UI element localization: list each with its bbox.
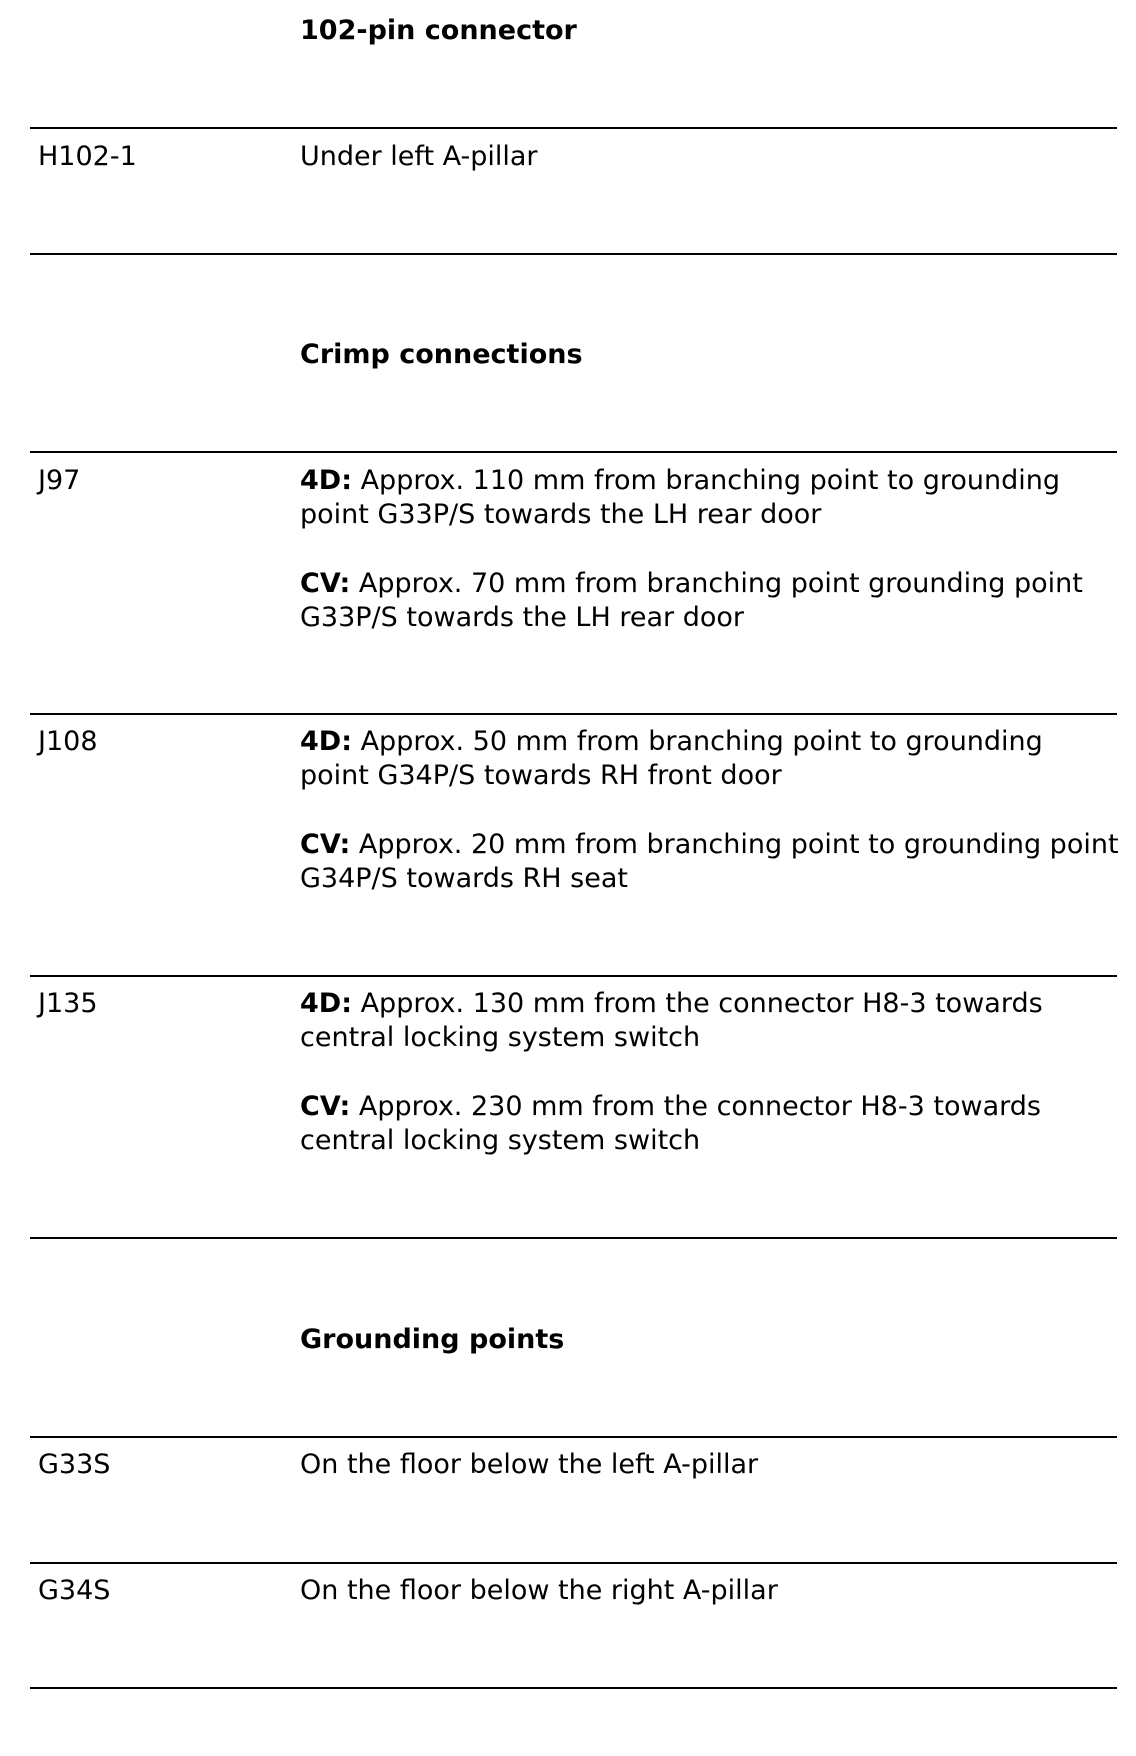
section-heading-crimp-connections: Crimp connections [300, 339, 583, 370]
description-paragraph [300, 140, 1120, 174]
description-paragraph [300, 1090, 1120, 1158]
row-description [300, 725, 1120, 896]
variant-prefix: CV: [300, 568, 351, 599]
description-paragraph [300, 828, 1120, 896]
description-paragraph [300, 464, 1120, 532]
table-rule [30, 1436, 1117, 1438]
description-paragraph [300, 1574, 1120, 1608]
table-rule [30, 451, 1117, 453]
variant-prefix: 4D: [300, 726, 352, 757]
row-description [300, 987, 1120, 1158]
row-code: J135 [38, 988, 98, 1019]
row-description [300, 140, 1120, 174]
description-paragraph [300, 567, 1120, 635]
row-code: J97 [38, 465, 81, 496]
section-heading-grounding-points: Grounding points [300, 1324, 565, 1355]
description-paragraph [300, 725, 1120, 793]
table-rule [30, 713, 1117, 715]
description-text: Approx. 130 mm from the connector H8-3 towards central locking system switch [300, 988, 1043, 1053]
description-text: On the floor below the left A-pillar [300, 1449, 759, 1480]
row-code: H102-1 [38, 141, 137, 172]
section-heading-102-pin-connector: 102-pin connector [300, 15, 577, 46]
variant-prefix: 4D: [300, 988, 352, 1019]
table-rule [30, 975, 1117, 977]
table-rule [30, 1687, 1117, 1689]
description-paragraph [300, 987, 1120, 1055]
description-text: Approx. 70 mm from branching point grounding point G33P/S towards the LH rear door [300, 568, 1083, 633]
description-text: Under left A-pillar [300, 141, 538, 172]
description-paragraph [300, 1448, 1120, 1482]
table-rule [30, 127, 1117, 129]
row-description [300, 1574, 1120, 1608]
variant-prefix: CV: [300, 829, 351, 860]
row-description [300, 1448, 1120, 1482]
variant-prefix: CV: [300, 1091, 351, 1122]
row-code: J108 [38, 726, 98, 757]
description-text: Approx. 50 mm from branching point to grounding point G34P/S towards RH front door [300, 726, 1043, 791]
row-code: G34S [38, 1575, 111, 1606]
description-text: Approx. 110 mm from branching point to grounding point G33P/S towards the LH rear door [300, 465, 1060, 530]
table-rule [30, 1562, 1117, 1564]
table-rule [30, 1237, 1117, 1239]
table-rule [30, 253, 1117, 255]
description-text: On the floor below the right A-pillar [300, 1575, 778, 1606]
description-text: Approx. 20 mm from branching point to grounding point G34P/S towards RH seat [300, 829, 1119, 894]
variant-prefix: 4D: [300, 465, 352, 496]
row-description [300, 464, 1120, 635]
description-text: Approx. 230 mm from the connector H8-3 towards central locking system switch [300, 1091, 1041, 1156]
row-code: G33S [38, 1449, 111, 1480]
